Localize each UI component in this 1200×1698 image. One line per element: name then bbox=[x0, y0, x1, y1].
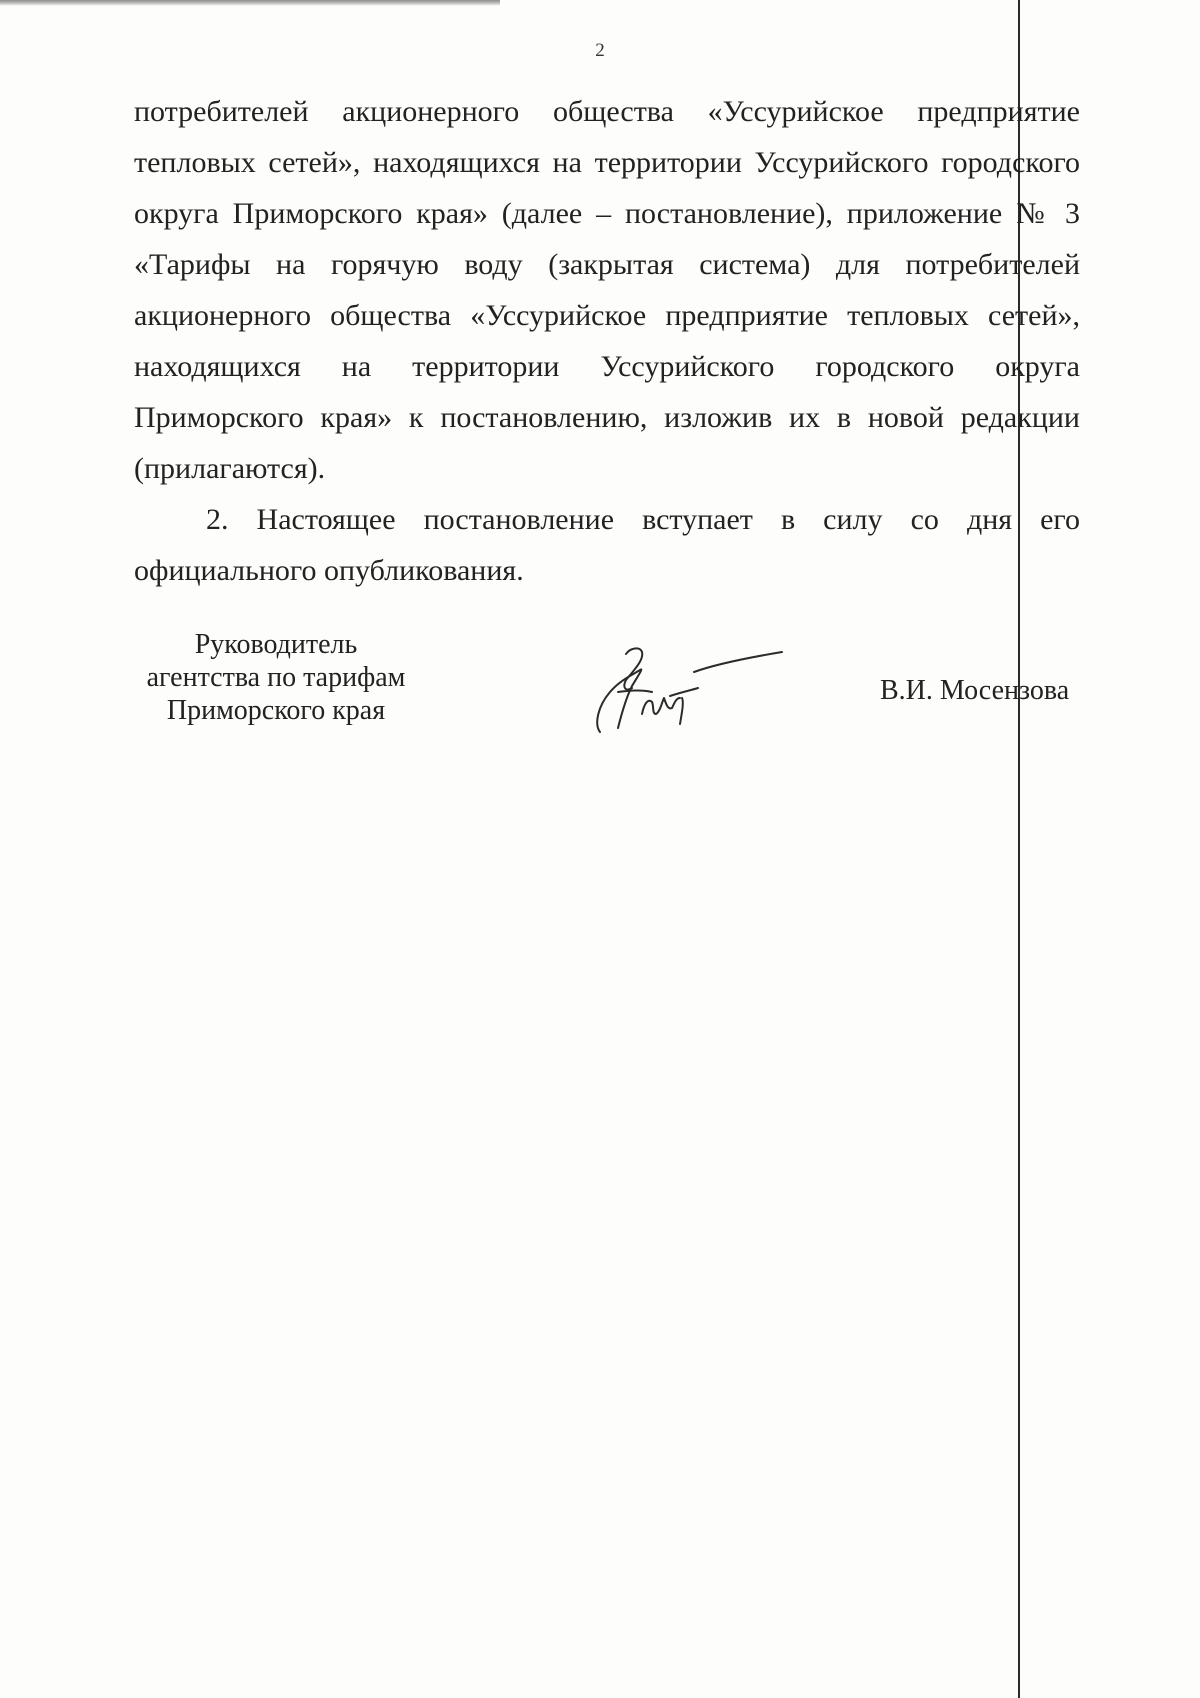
handwritten-signature bbox=[586, 640, 786, 740]
paragraph-2: 2. Настоящее постановление вступает в силу со дня его официального опубликования. bbox=[134, 503, 1080, 587]
scan-edge-shadow bbox=[0, 0, 500, 6]
page-number: 2 bbox=[595, 40, 605, 61]
signatory-title-line-1: Руководитель bbox=[194, 629, 358, 660]
document-body bbox=[134, 86, 1080, 596]
signatory-title-line-2: агентства по тарифам bbox=[146, 662, 406, 693]
signatory-name: В.И. Мосензова bbox=[880, 675, 1070, 706]
signatory-title-line-3: Приморского края bbox=[166, 695, 386, 726]
paragraph-continuation: потребителей акционерного общества «Уссурийское предприятие тепловых сетей», находящихся на территории Уссурийского городского округа Приморского края» (далее – постановление), приложение № 3 «Тарифы на горячую воду (закрытая система) для потребителей акционерного общества «Уссурийское предприятие тепловых сетей», находящихся на территории Уссурийского городского округа Приморского края» к постановлению, изложив их в новой редакции (прилагаются). bbox=[134, 95, 1080, 485]
signatory-position bbox=[126, 628, 426, 727]
